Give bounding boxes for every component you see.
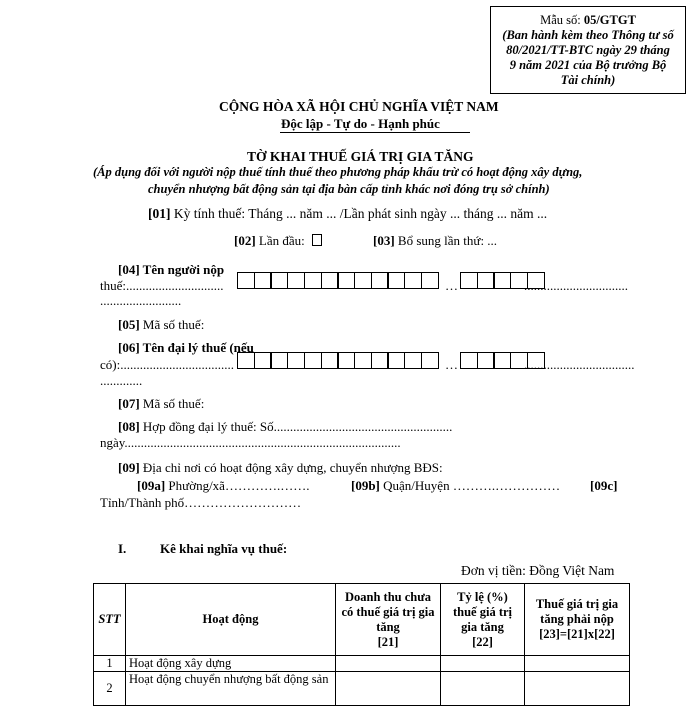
field-09a-text: Phường/xã………….……. — [165, 478, 310, 493]
header-revenue — [336, 584, 441, 656]
country-name: CỘNG HÒA XÃ HỘI CHỦ NGHĨA VIỆT NAM — [219, 99, 499, 114]
field-05-code: [05] — [118, 317, 140, 332]
document-title: TỜ KHAI THUẾ GIÁ TRỊ GIA TĂNG — [247, 149, 474, 164]
section-1-title: Kê khai nghĩa vụ thuế: — [160, 541, 288, 556]
field-07-agent-tax-id — [118, 396, 204, 412]
field-02-code: [02] — [234, 233, 256, 248]
field-01-code: [01] — [148, 206, 171, 221]
form-number-box — [490, 6, 686, 94]
row-1-revenue[interactable] — [336, 656, 441, 672]
field-01-tax-period — [148, 206, 547, 222]
field-09-text: Địa chỉ nơi có hoạt động xây dựng, chuyển nhượng BĐS: — [139, 460, 443, 475]
row-1-tax[interactable] — [525, 656, 630, 672]
field-09b-district — [351, 478, 560, 494]
header-revenue-label: Doanh thu chưa có thuế giá trị gia tăng — [341, 589, 435, 634]
field-09a-ward — [137, 478, 309, 494]
dots-06-mid: … — [445, 357, 458, 372]
field-05-text: Mã số thuế: — [139, 317, 205, 332]
currency-note: Đơn vị tiền: Đồng Việt Nam — [461, 563, 615, 578]
tax-id-boxes-06[interactable] — [237, 352, 437, 370]
field-04-label: [04] Tên người nộp — [118, 262, 225, 277]
field-08-cont: ngày..................................................................................... — [100, 435, 401, 450]
row-2-rate[interactable] — [441, 672, 525, 706]
tax-obligation-table — [93, 583, 630, 706]
field-02-text: Lần đầu: — [255, 233, 309, 248]
field-03-code: [03] — [373, 233, 395, 248]
row-1-stt: 1 — [94, 656, 126, 672]
field-09-code: [09] — [118, 460, 140, 475]
issued-line-3: 9 năm 2021 của Bộ trưởng Bộ — [509, 58, 667, 72]
field-06-dots-right: .................................. — [524, 357, 635, 372]
first-time-checkbox[interactable] — [312, 234, 322, 246]
section-1-number: I. — [118, 541, 127, 556]
field-03-supplement — [373, 233, 497, 249]
dots-04-mid: … — [445, 278, 458, 293]
form-no: 05/GTGT — [583, 13, 636, 27]
field-06-label: [06] Tên đại lý thuế (nếu — [118, 340, 254, 355]
field-08-agent-contract — [118, 419, 452, 435]
field-02-first-time — [234, 233, 322, 249]
tax-id-boxes-04[interactable] — [237, 272, 437, 290]
header-revenue-code: [21] — [377, 634, 399, 649]
row-1-activity: Hoạt động xây dựng — [126, 656, 336, 672]
header-tax-code: [23]=[21]x[22] — [539, 627, 615, 641]
field-04-dots-right: ................................ — [524, 278, 628, 293]
field-09b-text: Quận/Huyện ……….…………… — [379, 478, 561, 493]
field-09b-code: [09b] — [351, 478, 380, 493]
field-01-text: Kỳ tính thuế: Tháng ... năm ... /Lần phát sinh ngày ... tháng ... năm ... — [170, 206, 548, 221]
row-2-activity: Hoạt động chuyển nhượng bất động sản — [126, 672, 336, 706]
table-header-row — [94, 584, 630, 656]
header-tax-label: Thuế giá trị gia tăng phải nộp — [535, 597, 619, 626]
issued-line-2: 80/2021/TT-BTC ngày 29 tháng — [506, 43, 670, 57]
document-subtitle-1: (Áp dụng đối với người nộp thuế tính thuế theo phương pháp khấu trừ có hoạt động xây dựng, — [93, 165, 583, 179]
header-rate — [441, 584, 525, 656]
form-no-label: Mẫu số: — [540, 13, 584, 27]
field-07-text: Mã số thuế: — [139, 396, 205, 411]
row-2-tax[interactable] — [525, 672, 630, 706]
table-row — [94, 672, 630, 706]
header-rate-code: [22] — [472, 634, 493, 649]
field-09c-province: Tỉnh/Thành phố……………………… — [100, 495, 302, 510]
field-04-dots-next: ......................... — [100, 293, 182, 308]
header-rate-label: Tỷ lệ (%) thuế giá trị gia tăng — [452, 589, 513, 634]
field-09a-code: [09a] — [137, 478, 166, 493]
row-2-stt: 2 — [94, 672, 126, 706]
motto: Độc lập - Tự do - Hạnh phúc — [281, 116, 440, 131]
header-tax — [525, 584, 630, 656]
field-08-code: [08] — [118, 419, 140, 434]
row-1-rate[interactable] — [441, 656, 525, 672]
issued-line-1: (Ban hành kèm theo Thông tư số — [502, 28, 674, 42]
table-row — [94, 656, 630, 672]
issued-line-4: Tài chính) — [560, 73, 616, 87]
motto-underline — [280, 132, 470, 133]
field-07-code: [07] — [118, 396, 140, 411]
header-stt: STT — [94, 584, 126, 656]
field-04-cont: thuế:.............................. — [100, 278, 224, 293]
field-08-text: Hợp đồng đại lý thuế: Số....................................................... — [139, 419, 453, 434]
field-05-tax-id — [118, 317, 204, 333]
field-09-address — [118, 460, 443, 476]
header-activity: Hoạt động — [126, 584, 336, 656]
field-06-cont: có):................................... — [100, 357, 234, 372]
document-subtitle-2: chuyển nhượng bất động sản tại địa bàn cấp tỉnh khác nơi đóng trụ sở chính) — [148, 182, 550, 196]
field-03-text: Bổ sung lần thứ: ... — [394, 233, 498, 248]
field-06-dots-next: ............. — [100, 373, 143, 388]
field-09c-code: [09c] — [590, 478, 618, 493]
row-2-revenue[interactable] — [336, 672, 441, 706]
